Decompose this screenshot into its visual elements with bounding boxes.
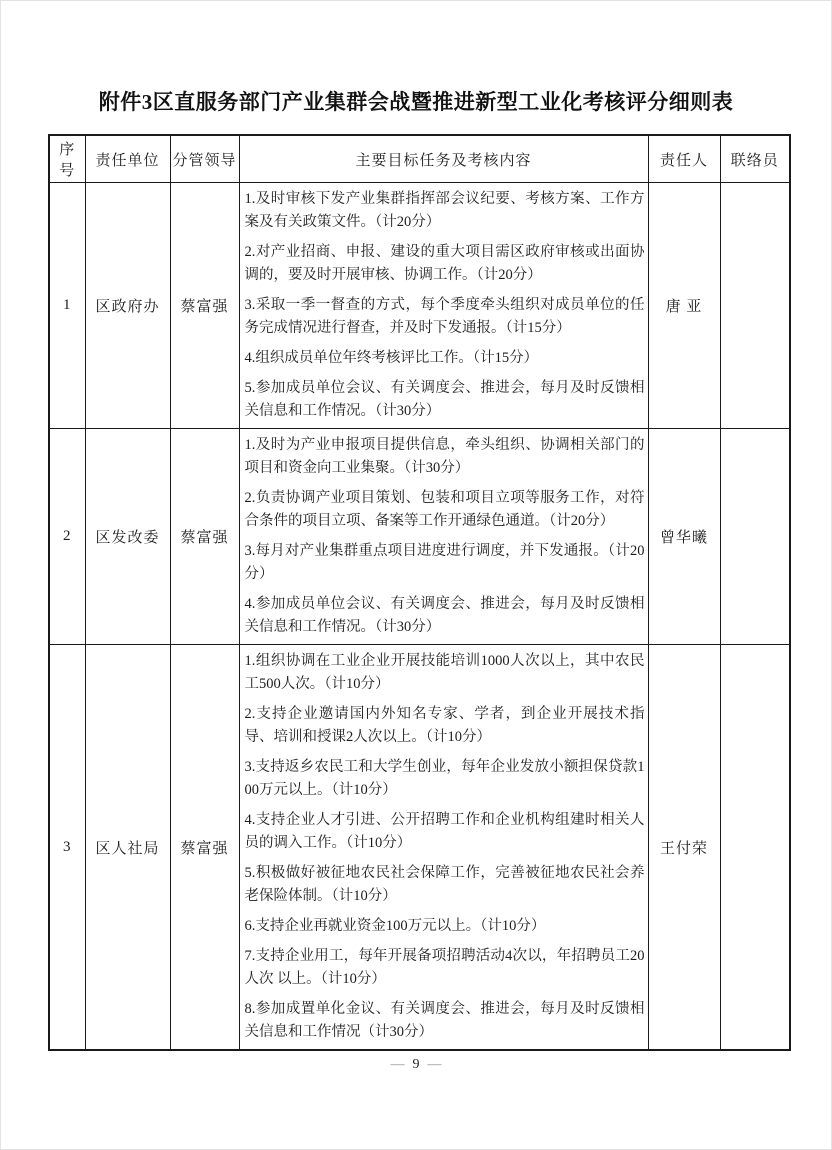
header-liaison: 联络员 [720, 135, 790, 183]
header-unit: 责任单位 [85, 135, 170, 183]
task-item: 3.每月对产业集群重点项目进度进行调度，并下发通报。（计20分） [244, 543, 645, 582]
table-row [49, 645, 790, 1051]
cell-responsible: 王付荣 [648, 645, 720, 1051]
cell-seq: 1 [49, 183, 85, 429]
page-number: 9 [412, 1057, 420, 1072]
task-item: 1.及时审核下发产业集群指挥部会议纪要、考核方案、工作方案及有关政策文件。（计20分） [244, 191, 645, 230]
task-item: 2.负责协调产业项目策划、包装和项目立项等服务工作，对符合条件的项目立项、备案等工作开通绿色通道。（计20分） [244, 490, 645, 529]
cell-liaison [720, 183, 790, 429]
header-responsible: 责任人 [648, 135, 720, 183]
cell-liaison [720, 429, 790, 645]
header-leader: 分管领导 [170, 135, 239, 183]
cell-leader: 蔡富强 [170, 429, 239, 645]
task-item: 4.支持企业人才引进、公开招聘工作和企业机构组建时相关人员的调入工作。（计10分） [244, 812, 645, 851]
table-row [49, 183, 790, 429]
task-item: 4.参加成员单位会议、有关调度会、推进会，每月及时反馈相关信息和工作情况。（计30分） [244, 596, 645, 635]
task-item: 7.支持企业用工，每年开展备项招聘活动4次以，年招聘员工20人次 以上。（计10分） [244, 948, 645, 987]
cell-unit: 区人社局 [85, 645, 170, 1051]
cell-leader: 蔡富强 [170, 183, 239, 429]
cell-seq: 2 [49, 429, 85, 645]
task-item: 3.支持返乡农民工和大学生创业，每年企业发放小额担保贷款100万元以上。（计10分） [244, 759, 645, 798]
cell-tasks [239, 429, 648, 645]
score-table-container [48, 134, 791, 1051]
cell-tasks [239, 183, 648, 429]
cell-seq: 3 [49, 645, 85, 1051]
cell-responsible: 唐 亚 [648, 183, 720, 429]
cell-liaison [720, 645, 790, 1051]
document-title: 附件3区直服务部门产业集群会战暨推进新型工业化考核评分细则表 [98, 90, 734, 114]
task-item: 8.参加成置单化金议、有关调度会、推进会，每月及时反馈相关信息和工作情况（计30分） [244, 1001, 645, 1040]
cell-tasks [239, 645, 648, 1051]
footer-dash-left: — [390, 1057, 405, 1072]
task-item: 5.参加成员单位会议、有关调度会、推进会，每月及时反馈相关信息和工作情况。（计30分） [244, 380, 645, 419]
cell-unit: 区发改委 [85, 429, 170, 645]
cell-unit: 区政府办 [85, 183, 170, 429]
task-item: 6.支持企业再就业资金100万元以上。（计10分） [244, 918, 546, 934]
header-tasks: 主要目标任务及考核内容 [239, 135, 648, 183]
cell-responsible: 曾华曦 [648, 429, 720, 645]
table-row [49, 429, 790, 645]
table-header-row [49, 135, 790, 183]
score-table [48, 134, 791, 1051]
task-item: 3.采取一季一督查的方式，每个季度牵头组织对成员单位的任务完成情况进行督查，并及时下发通报。（计15分） [244, 297, 645, 336]
task-item: 1.及时为产业申报项目提供信息，牵头组织、协调相关部门的项目和资金向工业集聚。（计30分） [244, 437, 645, 476]
footer-dash-right: — [427, 1057, 442, 1072]
page-footer [1, 1057, 831, 1073]
task-item: 4.组织成员单位年终考核评比工作。（计15分） [244, 350, 539, 366]
header-seq: 序号 [49, 135, 85, 183]
cell-leader: 蔡富强 [170, 645, 239, 1051]
task-item: 5.积极做好被征地农民社会保障工作，完善被征地农民社会养老保险体制。（计10分） [244, 865, 645, 904]
task-item: 1.组织协调在工业企业开展技能培训1000人次以上，其中农民工500人次。（计10分） [244, 653, 645, 692]
task-item: 2.对产业招商、申报、建设的重大项目需区政府审核或出面协调的，要及时开展审核、协调工作。（计20分） [244, 244, 645, 283]
task-item: 2.支持企业邀请国内外知名专家、学者，到企业开展技术指导、培训和授课2人次以上。（计10分） [244, 706, 645, 745]
